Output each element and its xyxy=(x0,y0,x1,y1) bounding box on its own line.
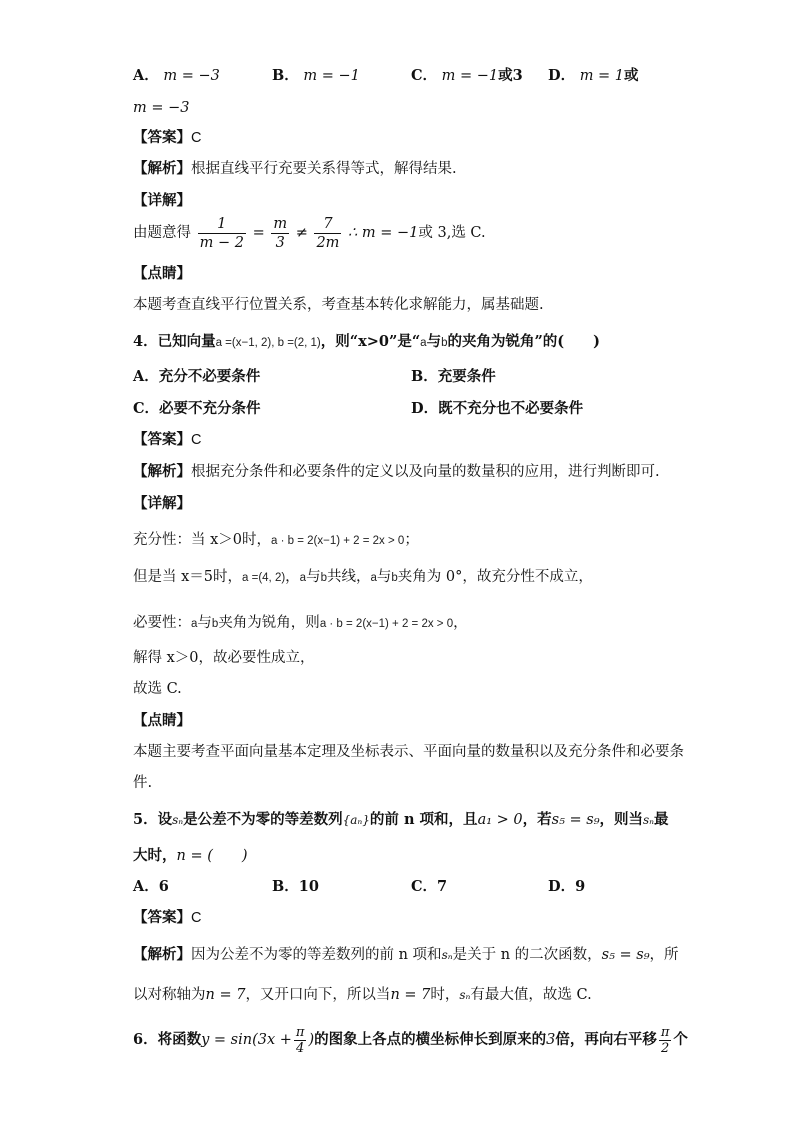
analysis-tag: 【解析】 xyxy=(133,160,191,177)
option-label: B． xyxy=(272,878,299,895)
option-text: 7 xyxy=(437,878,448,895)
detail-tag xyxy=(133,191,191,211)
option-math: m = −3 xyxy=(163,68,220,84)
math: sₙ xyxy=(459,988,471,1002)
text: 以对称轴为 xyxy=(133,987,206,1003)
text: 与 xyxy=(376,569,392,585)
fraction-denominator: 4 xyxy=(296,1040,305,1056)
text: 有最大值，故选 C. xyxy=(470,987,592,1003)
text: 与 xyxy=(197,615,212,631)
answer-value: C xyxy=(191,910,202,926)
text: ，所 xyxy=(649,947,679,963)
question-5-stem xyxy=(133,810,669,830)
option-math: m = 1 xyxy=(579,68,625,84)
answer-tag: 【答案】 xyxy=(133,129,191,146)
option-label: D． xyxy=(548,878,576,895)
text: 因为公差不为零的等差数列的前 n 项和 xyxy=(191,947,442,963)
option-b xyxy=(272,877,319,897)
option-label: B． xyxy=(411,368,438,385)
vector-b: b xyxy=(441,337,448,349)
vectors: a =(x−1, 2), b =(2, 1) xyxy=(215,337,321,349)
text: 共线， xyxy=(326,569,371,585)
math: s₅ = s₉ xyxy=(601,947,650,963)
math: a =(4, 2) xyxy=(242,572,286,584)
option-label: C． xyxy=(411,67,438,84)
comment-tag xyxy=(133,264,191,284)
fraction-numerator: 1 xyxy=(198,215,246,234)
detail-suffix: ∴ m = −1 xyxy=(348,225,419,241)
stem-part: ，则当 xyxy=(599,811,644,828)
answer-tag: 【答案】 xyxy=(133,909,191,926)
option-text: 既不充分也不必要条件 xyxy=(438,400,584,417)
text: ； xyxy=(404,532,419,548)
detail-line-1 xyxy=(133,530,419,551)
answer-line xyxy=(133,128,201,148)
text: ， xyxy=(285,569,300,585)
math: 3 xyxy=(546,1032,556,1048)
fraction-denominator: 3 xyxy=(275,234,285,251)
text: ，又开口向下，所以当 xyxy=(245,987,391,1003)
fraction xyxy=(659,1025,672,1056)
analysis-line xyxy=(133,462,660,482)
analysis-line xyxy=(133,945,679,965)
math: sₙ xyxy=(172,813,184,827)
math: sₙ xyxy=(441,948,453,962)
question-5-stem-2 xyxy=(133,846,248,866)
answer-tag: 【答案】 xyxy=(133,431,191,448)
option-label: C． xyxy=(133,400,160,417)
text: 夹角为锐角，则 xyxy=(218,615,320,631)
stem-part: 的图象上各点的横坐标伸长到原来的 xyxy=(314,1031,547,1048)
option-text: 充分不必要条件 xyxy=(158,368,261,385)
answer-value: C xyxy=(191,130,202,146)
stem-part: 4．已知向量 xyxy=(133,333,216,350)
option-math: m = −1 xyxy=(303,68,360,84)
fraction-numerator: π xyxy=(295,1024,305,1040)
text: 夹角为 0°，故充分性不成立， xyxy=(397,569,593,585)
math: a₁ > 0 xyxy=(477,812,523,828)
option-a xyxy=(133,66,220,86)
option-d xyxy=(548,877,585,897)
question-4-stem xyxy=(133,332,600,353)
answer-line xyxy=(133,430,201,450)
option-a xyxy=(133,367,260,387)
detail-end: 或 3,选 C. xyxy=(418,225,486,241)
detail-line-3: 必要性：a与b夹角为锐角，则a · b = 2(x−1) + 2 = 2x > 0， xyxy=(133,615,468,631)
fraction-numerator: m xyxy=(273,215,288,232)
option-a xyxy=(133,877,169,897)
stem-part: ，则“x>0”是“ xyxy=(320,333,421,350)
option-label: C． xyxy=(411,878,438,895)
detail-prefix: 由题意得 xyxy=(133,225,191,241)
fraction-denominator: 2 xyxy=(660,1040,670,1056)
comment-text-2 xyxy=(133,773,152,793)
analysis-text: 根据充分条件和必要条件的定义以及向量的数量积的应用，进行判断即可. xyxy=(191,464,660,480)
math: a · b = 2(x−1) + 2 = 2x > 0 xyxy=(271,535,405,547)
text: 必要性： xyxy=(133,615,191,631)
option-text: 10 xyxy=(298,878,319,895)
option-label: A． xyxy=(133,368,159,385)
comment-body: 本题考查直线平行位置关系，考查基本转化求解能力，属基础题. xyxy=(133,297,544,313)
answer-value: C xyxy=(191,432,202,448)
stem-part: 5．设 xyxy=(133,811,173,828)
comment-text-1 xyxy=(133,742,684,762)
fraction-denominator: m − 2 xyxy=(199,234,244,251)
comment-tag-text: 【点睛】 xyxy=(133,712,191,729)
fraction-denominator: 2m xyxy=(316,234,340,251)
math: a · b = 2(x−1) + 2 = 2x > 0 xyxy=(319,618,454,630)
equals-sign: = xyxy=(252,225,265,241)
option-tail: 或 xyxy=(624,67,639,84)
fraction xyxy=(314,215,341,252)
analysis-text: 根据直线平行充要关系得等式，解得结果. xyxy=(191,161,457,177)
fraction xyxy=(294,1025,307,1056)
option-b xyxy=(411,367,496,387)
option-label: D． xyxy=(411,400,439,417)
option-d xyxy=(411,399,583,419)
option-c xyxy=(411,66,523,86)
option-c xyxy=(411,877,447,897)
comment-tag xyxy=(133,711,191,731)
option-label: B． xyxy=(272,67,299,84)
analysis-tag: 【解析】 xyxy=(133,946,191,963)
option-label: D． xyxy=(548,67,576,84)
option-c xyxy=(133,399,261,419)
text: 解得 x＞0，故必要性成立， xyxy=(133,650,315,666)
math: s₅ = s₉ xyxy=(551,812,600,828)
option-label: A． xyxy=(133,67,159,84)
math: n = ( ) xyxy=(176,848,248,864)
option-math: m = −3 xyxy=(133,100,190,116)
option-d xyxy=(548,66,639,86)
detail-tag xyxy=(133,494,191,514)
detail-line-4 xyxy=(133,648,315,668)
option-b xyxy=(272,66,360,86)
math: n = 7 xyxy=(390,987,431,1003)
option-tail: 或3 xyxy=(498,67,523,84)
stem-part: 是公差不为零的等差数列 xyxy=(183,811,343,828)
fraction xyxy=(198,215,246,252)
stem-part: 的夹角为锐角”的( ) xyxy=(447,333,601,350)
comment-body: 本题主要考查平面向量基本定理及坐标表示、平面向量的数量积以及充分条件和必要条 xyxy=(133,744,684,760)
math: {aₙ} xyxy=(342,813,370,827)
analysis-line xyxy=(133,159,457,179)
text: 时， xyxy=(430,987,460,1003)
detail-tag-text: 【详解】 xyxy=(133,192,191,209)
vector-a: a xyxy=(420,337,427,349)
stem-part: 大时， xyxy=(133,847,177,864)
detail-line-2: 但是当 x＝5时，a =(4, 2)，a与b共线，a与b夹角为 0°，故充分性不成立， xyxy=(133,569,593,585)
comment-tag-text: 【点睛】 xyxy=(133,265,191,282)
option-label: A． xyxy=(133,878,159,895)
option-math: m = −1 xyxy=(441,68,499,84)
text: 故选 C. xyxy=(133,681,182,697)
stem-part: 的前 n 项和，且 xyxy=(369,811,478,828)
answer-line xyxy=(133,908,201,928)
text: 是关于 n 的二次函数， xyxy=(452,947,602,963)
stem-part: 与 xyxy=(426,333,442,350)
option-text: 必要不充分条件 xyxy=(159,400,261,417)
detail-equation-line xyxy=(133,214,486,254)
stem-part: 最 xyxy=(654,811,669,828)
text: 充分性：当 x＞0时， xyxy=(133,532,272,548)
option-text: 9 xyxy=(575,878,586,895)
comment-text xyxy=(133,295,544,315)
stem-part: ，若 xyxy=(522,811,552,828)
stem-part: 倍，再向右平移 xyxy=(555,1031,657,1048)
math: n = 7 xyxy=(205,987,246,1003)
math: ) xyxy=(308,1032,315,1048)
option-text: 6 xyxy=(158,878,169,895)
stem-part: 个 xyxy=(673,1031,688,1048)
analysis-tag: 【解析】 xyxy=(133,463,191,480)
text: 与 xyxy=(306,569,321,585)
question-6-stem xyxy=(133,1022,688,1062)
detail-line-5 xyxy=(133,679,182,699)
analysis-line-2 xyxy=(133,985,592,1005)
math: sₙ xyxy=(643,813,655,827)
fraction-numerator: 7 xyxy=(314,215,341,234)
fraction xyxy=(271,215,289,252)
text: ， xyxy=(453,615,468,631)
stem-part: 6．将函数 xyxy=(133,1031,202,1048)
option-d-continuation xyxy=(133,98,190,118)
math: y = sin(3x + xyxy=(201,1032,292,1048)
detail-tag-text: 【详解】 xyxy=(133,495,191,512)
fraction-numerator: π xyxy=(660,1024,670,1040)
not-equal-sign: ≠ xyxy=(295,225,308,241)
option-text: 充要条件 xyxy=(437,368,496,385)
text: 但是当 x＝5时， xyxy=(133,569,243,585)
comment-body: 件. xyxy=(133,775,153,791)
